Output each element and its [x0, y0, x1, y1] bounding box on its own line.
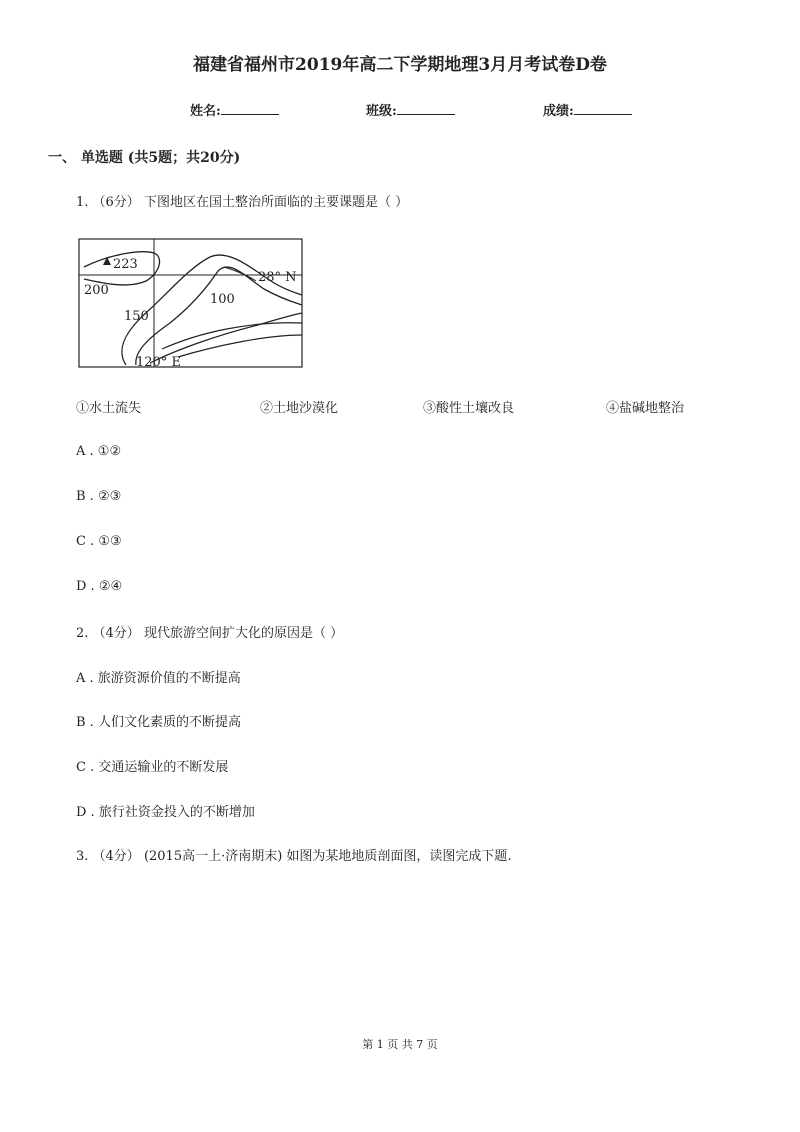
statement-1: ①水土流失: [76, 401, 142, 416]
latitude-label: 28° N: [258, 270, 297, 285]
contour-200-label: 200: [84, 283, 109, 298]
longitude-label: 120° E: [136, 355, 181, 369]
contour-100-label: 100: [210, 292, 235, 307]
q1-option-d[interactable]: D . ②④: [76, 579, 123, 594]
q2-option-c[interactable]: C . 交通运输业的不断发展: [76, 760, 229, 775]
score-field: [543, 100, 632, 119]
score-blank: [574, 102, 632, 115]
q2-option-d[interactable]: D . 旅行社资金投入的不断增加: [76, 805, 255, 820]
score-label: 成绩:: [543, 104, 574, 119]
q2-option-a[interactable]: A . 旅游资源价值的不断提高: [76, 671, 241, 686]
page-title: 福建省福州市2019年高二下学期地理3月月考试卷D卷: [193, 55, 607, 75]
q1-option-c[interactable]: C . ①③: [76, 534, 122, 549]
contour-map: [78, 237, 304, 369]
question-2-stem: 2. （4分） 现代旅游空间扩大化的原因是（ ）: [76, 626, 344, 641]
class-label: 班级:: [366, 104, 397, 119]
contour-150-label: 150: [124, 309, 149, 324]
class-blank: [397, 102, 455, 115]
name-blank: [221, 102, 279, 115]
q1-option-a[interactable]: A . ①②: [76, 444, 122, 459]
class-field: [366, 100, 455, 119]
statement-3: ③酸性土壤改良: [423, 401, 515, 416]
peak-label: 223: [113, 257, 138, 272]
statement-2: ②土地沙漠化: [260, 401, 339, 416]
page-footer: 第 1 页 共 7 页: [362, 1038, 438, 1051]
statement-4: ④盐碱地整治: [606, 401, 685, 416]
name-field: [190, 100, 279, 119]
question-1-stem: 1. （6分） 下图地区在国土整治所面临的主要课题是（ ）: [76, 195, 409, 210]
question-3-stem: 3. （4分） (2015高一上·济南期末) 如图为某地地质剖面图，读图完成下题.: [76, 849, 512, 864]
contour-inner-3: [178, 335, 302, 357]
q1-option-b[interactable]: B . ②③: [76, 489, 122, 504]
name-label: 姓名:: [190, 104, 221, 119]
section-heading: 一、 单选题 (共5题；共20分): [48, 150, 241, 166]
q2-option-b[interactable]: B . 人们文化素质的不断提高: [76, 715, 241, 730]
